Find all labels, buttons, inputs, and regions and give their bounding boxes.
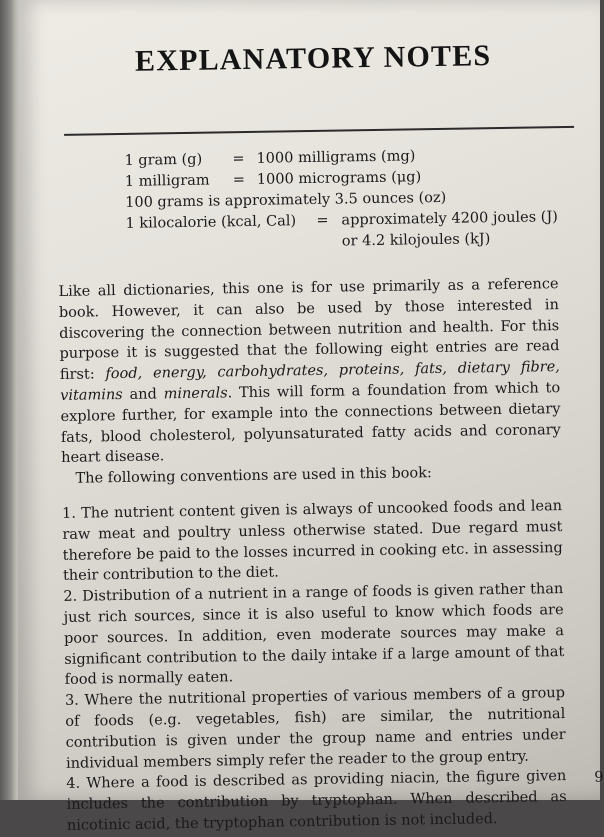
unit-lhs: 1 milligram <box>124 172 210 190</box>
convention-item: 1. The nutrient content given is always of uncooked foods and lean raw meat and poultry unless otherwise stated. Due regard must therefore be paid to the losses incurred in cooking etc. in assessing their contribution to the diet. <box>61 498 563 585</box>
title-rule <box>64 126 574 136</box>
page-number: 9 <box>594 769 604 786</box>
key-entry-last: minerals <box>163 385 228 403</box>
unit-text: 100 grams is approximately 3.5 ounces (oz) <box>125 189 447 211</box>
key-entries: food, energy, carbohydrates, proteins, fats, dietary fibre, vitamins <box>60 359 560 404</box>
intro-text: Like all dictionaries, this one is for use primarily as a reference book. However, it can also be used by those interested in discovering the connection between nutrition and health. For this purpose it is suggested that the following eight entries are read first: <box>58 276 560 384</box>
equals-sign: = <box>316 212 329 229</box>
convention-item: 3. Where the nutritional properties of various members of a group of foods (e.g. vegetables, fish) are similar, the nutritional contribution is given under the group name and entries under individual members simply refer the reader to the group entry. <box>64 685 566 772</box>
equals-sign: = <box>232 151 245 168</box>
unit-rhs: 1000 milligrams (mg) <box>256 148 416 167</box>
unit-rhs: 1000 micrograms (μg) <box>256 169 422 188</box>
intro-paragraph <box>58 274 561 469</box>
convention-item: 2. Distribution of a nutrient in a range of foods is given rather than just rich sources, since it is also useful to know which foods are poor sources. In addition, even moderate sources may make a significant contribution to the daily intake if a large amount of that food is normally eaten. <box>63 581 565 689</box>
unit-lhs: 1 gram (g) <box>124 151 203 169</box>
equals-sign: = <box>232 172 246 189</box>
book-page <box>18 0 604 834</box>
and-word: and <box>122 386 164 403</box>
body-text <box>58 274 567 837</box>
unit-text: or 4.2 kilojoules (kJ) <box>341 231 491 250</box>
conventions-intro: The following conventions are used in this book: <box>75 465 432 487</box>
intro-text-end: . This will form a foundation from which to explore further, for example into the connections between dietary fats, blood cholesterol, polyunsaturated fatty acids and coronary heart disease. <box>60 380 561 467</box>
unit-conversions <box>124 144 558 256</box>
unit-lhs: 1 kilocalorie (kcal, Cal) <box>125 213 297 232</box>
page-title: EXPLANATORY NOTES <box>134 39 492 78</box>
unit-rhs: approximately 4200 joules (J) <box>341 209 559 229</box>
convention-item: 4. Where a food is described as providing niacin, the figure given includes the contribution by tryptophan. When described as nicotinic acid, the tryptophan contribution is not included. <box>66 768 567 834</box>
